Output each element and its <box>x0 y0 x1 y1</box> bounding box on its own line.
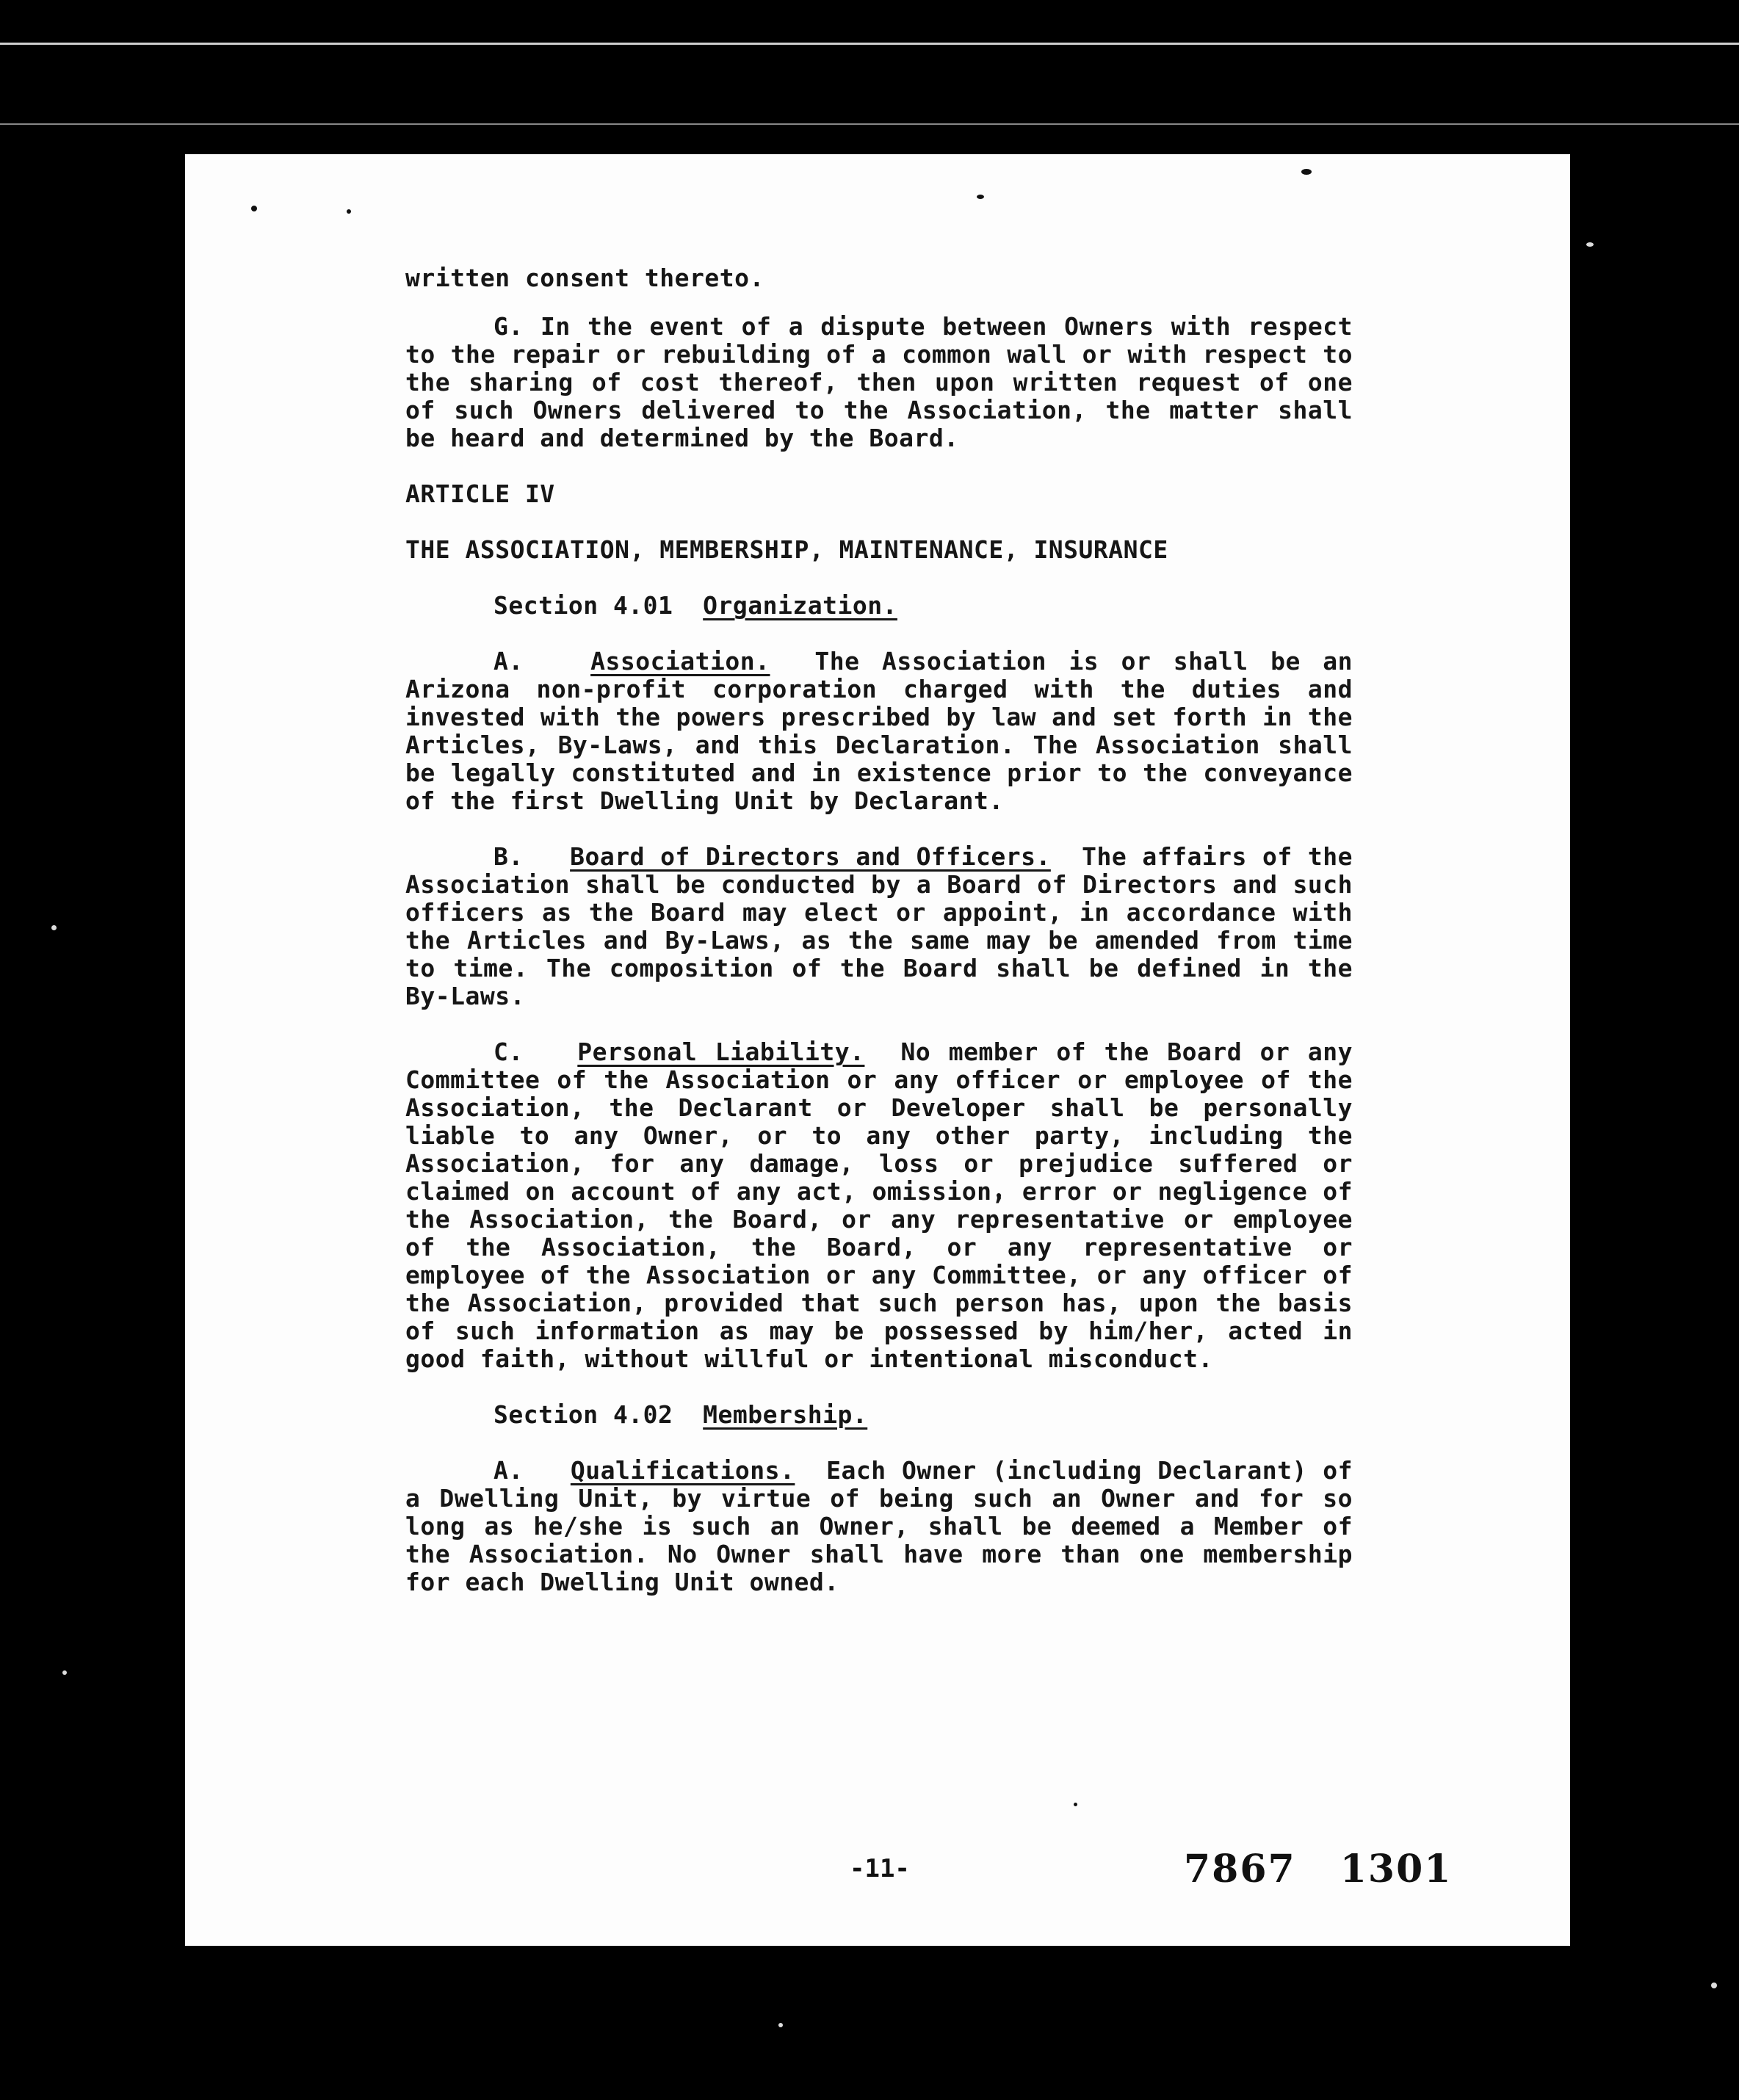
item-label: A. <box>494 647 524 676</box>
section-4-01-heading <box>405 592 1353 620</box>
item-text: The affairs of the Association shall be conducted by a Board of Directors and such officers as the Board may elect or appoint, in accordance with the Articles and By-Laws, as the same may be amended from time to time. The composition of the Board shall be defined in the By-Laws. <box>405 842 1353 1010</box>
scan-speck <box>251 206 257 211</box>
scan-speck <box>977 195 984 199</box>
item-label: A. <box>494 1456 524 1485</box>
paragraph-top: written consent thereto. <box>405 264 764 292</box>
scan-speck <box>1074 1803 1077 1806</box>
document-body <box>405 264 1353 1596</box>
paragraph-4-01-c <box>405 1038 1353 1373</box>
scan-speck <box>347 209 351 214</box>
scan-speck <box>51 925 57 930</box>
stamp-book: 7867 <box>1184 1847 1296 1891</box>
stamp-page: 1301 <box>1340 1847 1453 1891</box>
scan-speck <box>1711 1983 1717 1988</box>
scan-second-line <box>0 123 1739 125</box>
item-text: No member of the Board or any Committee of the Association or any officer or employee of the Association, the Declarant or Developer shall be personally liable to any Owner, or to any other party, including the Association, for any damage, loss or prejudice suffered or claimed on account of any act, omission, error or negligence of the Association, the Board, or any representative or employee of the Association, the Board, or any representative or employee of the Association or any Committee, or any officer of the Association, provided that such person has, upon the basis of such information as may be possessed by him/her, acted in good faith, without willful or intentional misconduct. <box>405 1038 1353 1373</box>
recording-stamp <box>1184 1847 1452 1891</box>
scan-speck <box>62 1670 67 1675</box>
item-heading: Personal Liability. <box>577 1038 865 1066</box>
scan-speck <box>1586 242 1594 247</box>
scan-top-line <box>0 43 1739 45</box>
section-number: Section 4.02 <box>494 1400 673 1429</box>
paragraph-4-01-a <box>405 648 1353 815</box>
article-title: ARTICLE IV <box>405 479 555 508</box>
page-footer <box>185 1847 1570 1891</box>
section-4-02-heading <box>405 1401 1353 1429</box>
item-label: C. <box>494 1038 524 1066</box>
scan-speck <box>778 2023 783 2027</box>
item-text: The Association is or shall be an Arizona non-profit corporation charged with the duties and invested with the powers prescribed by law and set forth in the Articles, By-Laws, and this Declaration. The Association shall be legally constituted and in existence prior to the conveyance of the first Dwelling Unit by Declarant. <box>405 647 1353 815</box>
item-heading: Board of Directors and Officers. <box>570 842 1051 871</box>
section-title: Organization. <box>703 591 897 620</box>
article-subtitle: THE ASSOCIATION, MEMBERSHIP, MAINTENANCE, INSURANCE <box>405 535 1168 564</box>
section-title: Membership. <box>703 1400 868 1429</box>
item-label: B. <box>494 842 524 871</box>
paragraph-g: G. In the event of a dispute between Owners with respect to the repair or rebuilding of a common wall or with respect to the sharing of cost thereof, then upon written request of one of such Owners delivered to the Association, the matter shall be heard and determined by the Board. <box>405 312 1353 452</box>
section-number: Section 4.01 <box>494 591 673 620</box>
scan-speck <box>1301 169 1312 175</box>
paragraph-4-01-b <box>405 843 1353 1010</box>
item-heading: Qualifications. <box>570 1456 795 1485</box>
document-page <box>185 154 1570 1946</box>
page-number: -11- <box>850 1854 910 1883</box>
item-heading: Association. <box>590 647 770 676</box>
paragraph-4-02-a <box>405 1457 1353 1596</box>
item-text: Each Owner (including Declarant) of a Dwelling Unit, by virtue of being such an Owner and for so long as he/she is such an Owner, shall be deemed a Member of the Association. No Owner shall have more than one membership for each Dwelling Unit owned. <box>405 1456 1353 1596</box>
